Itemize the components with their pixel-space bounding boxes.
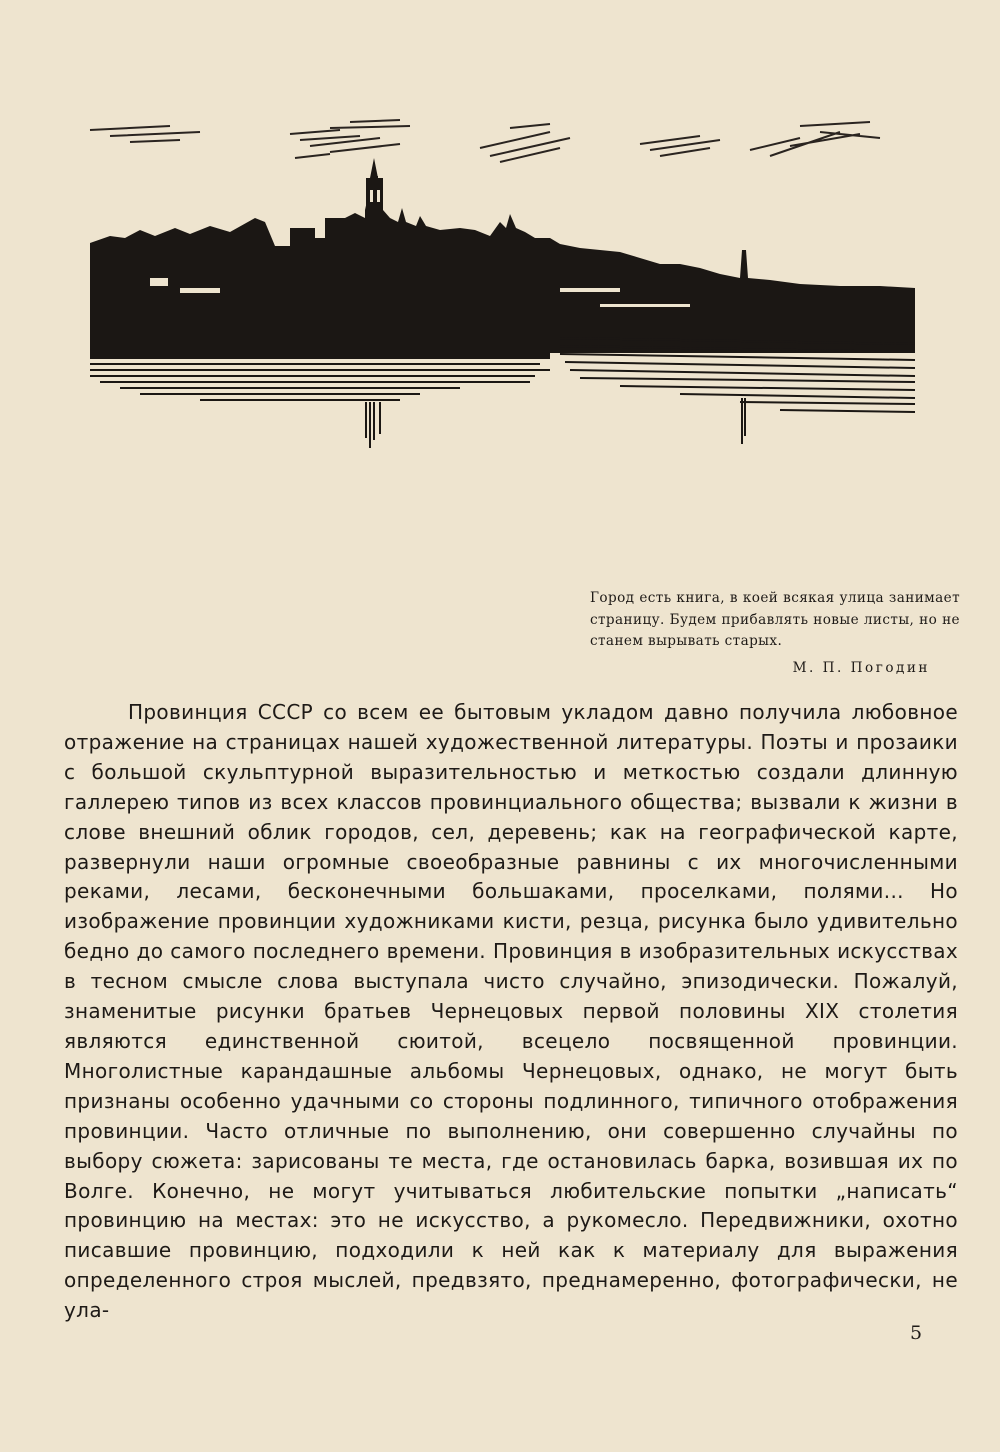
epigraph-text: Город есть книга, в коей всякая улица занимает страницу. Будем прибавлять новые листы, но не станем вырывать старых. [590,590,960,649]
main-paragraph: Провинция СССР со всем ее бытовым укладом давно получила любовное отражение на страницах нашей художественной литературы. Поэты и прозаики с большой скульптурной выразительностью и меткостью создали длинную галлерею типов из всех классов провинциального общества; вызвали к жизни в слове внешний облик городов, сел, деревень; как на географической карте, развернули наши огромные своеобразные равнины с их многочисленными реками, лесами, бесконечными большаками, проселками, полями... Но изображение провинции художниками кисти, резца, рисунка было удивительно бедно до самого последнего времени. Провинция в изобразительных искусствах в тесном смысле слова выступала чисто случайно, эпизодически. Пожалуй, знаменитые рисунки братьев Чернецовых первой половины XIX столетия являются единственной сюитой, всецело посвященной провинции. Многолистные карандашные альбомы Чернецовых, однако, не могут быть признаны особенно удачными со стороны подлинного, типичного отображения провинции. Часто отличные по выполнению, они совершенно случайны по выбору сюжета: зарисованы те места, где остановилась барка, возившая их по Волге. Конечно, не могут учитываться любительские попытки „написать“ провинцию на местах: это не искусство, а рукомесло. Передвижники, охотно писавшие провинцию, подходили к ней как к материалу для выражения определенного строя мыслей, предвзято, преднамеренно, фотографически, не ула- [64,700,958,1323]
bell-tower-spire [372,158,376,168]
bell-tower [366,168,383,218]
town-silhouette [90,176,915,353]
epigraph [590,588,960,679]
page-number: 5 [910,1322,923,1344]
clouds [90,120,880,162]
city-skyline-woodcut-icon [80,118,930,458]
epigraph-author: М. П. Погодин [792,659,930,676]
shoreline [90,353,550,357]
